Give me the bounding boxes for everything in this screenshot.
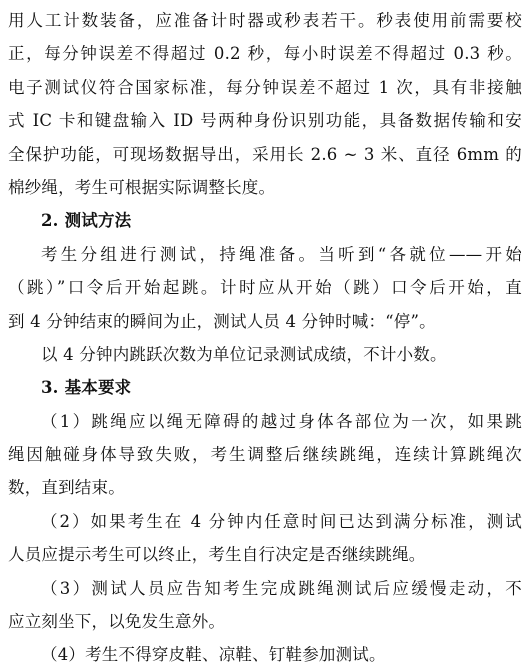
- text-line: 棉纱绳，考生可根据实际调整长度。: [8, 177, 276, 197]
- text-line: 式 IC 卡和键盘输入 ID 号两种身份识别功能，具备数据传输和安: [8, 111, 522, 131]
- text-line: （4）考生不得穿皮鞋、凉鞋、钉鞋参加测试。: [41, 645, 386, 665]
- text-line: 电子测试仪符合国家标准，每分钟误差不超过 1 次，具有非接触: [8, 77, 522, 97]
- text-line: 绳因触碰身体导致失败，考生调整后继续跳绳，连续计算跳绳次: [8, 445, 522, 465]
- text-line: 人员应提示考生可以终止，考生自行决定是否继续跳绳。: [8, 545, 426, 565]
- text-line: （跳）”口令后开始起跳。计时应从开始（跳）口令后开始，直: [8, 278, 522, 298]
- text-line: 数，直到结束。: [8, 478, 125, 498]
- text-line: 到 4 分钟结束的瞬间为止，测试人员 4 分钟时喊：“停”。: [8, 311, 436, 331]
- text-line: （3）测试人员应告知考生完成跳绳测试后应缓慢走动，不: [41, 578, 522, 598]
- section-heading-basic-requirements: 3. 基本要求: [41, 378, 132, 398]
- text-line: 全保护功能，可现场数据导出，采用长 2.6 ~ 3 米、直径 6mm 的: [8, 144, 522, 164]
- text-line: 以 4 分钟内跳跃次数为单位记录测试成绩，不计小数。: [41, 344, 447, 364]
- text-line: （2）如果考生在 4 分钟内任意时间已达到满分标准，测试: [41, 511, 522, 531]
- text-line: （1）跳绳应以绳无障碍的越过身体各部位为一次，如果跳: [41, 411, 522, 431]
- text-line: 考生分组进行测试，持绳准备。当听到“各就位——开始: [41, 244, 522, 264]
- section-heading-test-method: 2. 测试方法: [41, 211, 132, 231]
- text-line: 应立刻坐下，以免发生意外。: [8, 612, 226, 632]
- text-line: 用人工计数装备，应准备计时器或秒表若干。秒表使用前需要校: [8, 11, 522, 30]
- text-line: 正，每分钟误差不得超过 0.2 秒，每小时误差不得超过 0.3 秒。: [8, 44, 522, 64]
- document-page: [8, 4, 522, 672]
